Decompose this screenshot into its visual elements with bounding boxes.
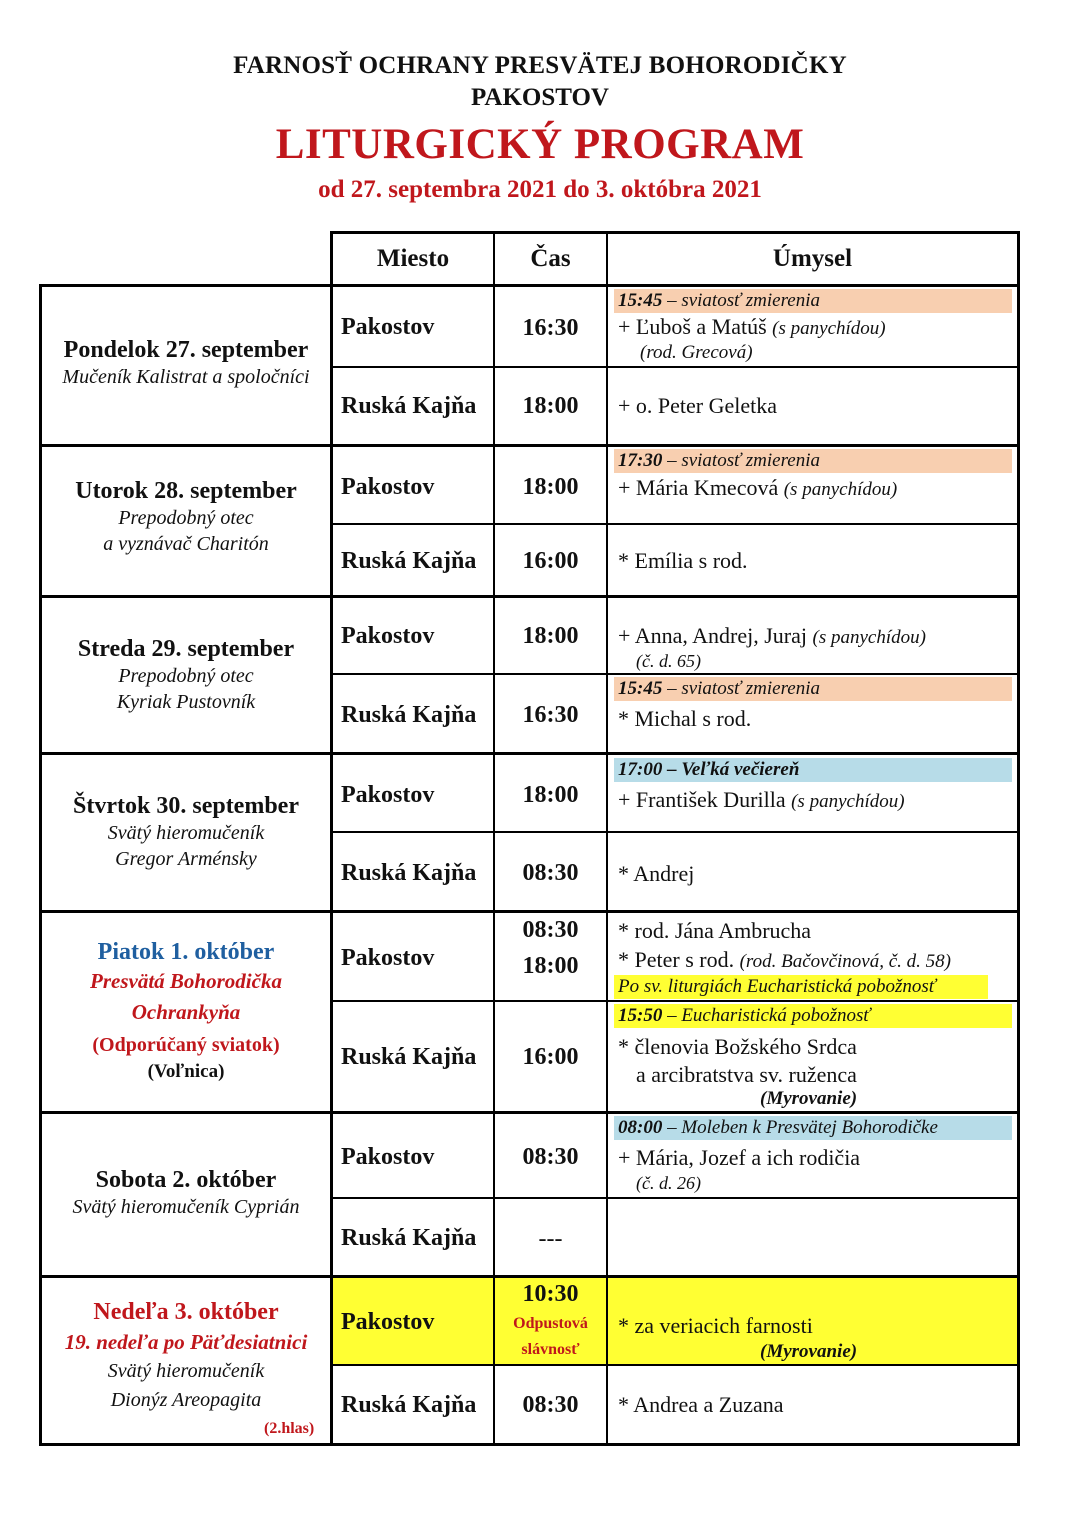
time-cell: 08:30 [522,916,579,943]
intention-line: * rod. Jána Ambrucha [618,918,812,943]
intention-line: * Andrea a Zuzana [618,1392,784,1417]
day-name: Piatok 1. október [97,939,275,965]
intention-line: * za veriacich farnosti [618,1313,813,1338]
day-saint: Dionýz Areopagita [110,1389,262,1411]
day-saint: Mučeník Kalistrat a spoločníci [62,366,310,388]
day-saint: Prepodobný otec [118,665,254,687]
intention-line: * Peter s rod. (rod. Bačovčinová, č. d. 58) [618,947,951,972]
anointing-note: (Myrovanie) [760,1088,858,1109]
day-label-saturday [44,1166,328,1220]
place-cell: Pakostov [341,782,435,808]
place-cell: Pakostov [341,1309,435,1335]
place-cell: Ruská Kajňa [341,548,477,574]
time-cell: 16:00 [522,1043,579,1070]
parish-name: FARNOSŤ OCHRANY PRESVÄTEJ BOHORODIČKY [233,52,847,79]
place-cell: Ruská Kajňa [341,1392,477,1418]
day-saint: Prepodobný otec [118,507,254,529]
feast-name: Presvätá Bohorodička [90,969,282,993]
intention-line: * Emília s rod. [618,548,748,573]
place-cell: Ruská Kajňa [341,1225,477,1251]
village-name: PAKOSTOV [471,84,609,111]
day-saint: Kyriak Pustovník [116,691,256,713]
vespers-highlight: 17:00 – Veľká večiereň [614,758,1012,782]
place-cell: Pakostov [341,314,435,340]
intention-line: + Mária, Jozef a ich rodičia [618,1145,861,1170]
adoration-highlight: 15:50 – Eucharistická pobožnosť [614,1004,1012,1028]
day-label-tuesday [44,477,328,557]
day-name: Sobota 2. október [95,1167,277,1193]
day-name: Nedeľa 3. október [93,1299,279,1325]
time-cell: 18:00 [522,622,579,649]
intention-line: a arcibratstva sv. ruženca [636,1062,857,1087]
intention-line: + František Durilla (s panychídou) [618,787,905,812]
confession-highlight: 15:45 – sviatosť zmierenia [614,289,1012,313]
time-cell: 08:30 [522,859,579,886]
indulgence-feast-label: slávnosť [521,1341,580,1358]
intention-line: + Anna, Andrej, Juraj (s panychídou) [618,623,926,648]
day-name: Utorok 28. september [75,478,297,504]
indulgence-feast-label: Odpustová [513,1315,588,1332]
day-saint: Svätý hieromučeník [107,822,265,844]
place-cell: Ruská Kajňa [341,1044,477,1070]
day-saint: Svätý hieromučeník [107,1360,265,1382]
place-cell: Ruská Kajňa [341,702,477,728]
time-cell: 18:00 [522,473,579,500]
time-cell: 16:00 [522,547,579,574]
day-name: Streda 29. september [77,636,295,662]
intention-line: + o. Peter Geletka [618,393,778,418]
date-range: od 27. septembra 2021 do 3. októbra 2021 [318,176,762,203]
free-day: (Voľnica) [147,1061,225,1082]
page-title: LITURGICKÝ PROGRAM [275,121,805,168]
place-cell: Pakostov [341,474,435,500]
intention-note: (rod. Grecová) [640,342,753,363]
recommended-feast: (Odporúčaný sviatok) [92,1034,280,1056]
intention-line: + Ľuboš a Matúš (s panychídou) [618,314,886,339]
time-cell: 18:00 [522,781,579,808]
place-cell: Pakostov [341,1144,435,1170]
confession-highlight: 15:45 – sviatosť zmierenia [614,677,1012,701]
time-cell: 08:30 [522,1143,579,1170]
adoration-note: Po sv. liturgiách Eucharistická pobožnosť [614,975,988,999]
intention-line: + Mária Kmecová (s panychídou) [618,475,898,500]
place-cell: Ruská Kajňa [341,860,477,886]
time-cell: 18:00 [522,392,579,419]
column-header-intention: Úmysel [772,245,853,272]
time-cell: 08:30 [522,1391,579,1418]
intention-note: (č. d. 65) [636,651,701,671]
intention-line: * Michal s rod. [618,706,752,731]
day-label-friday [44,938,328,1082]
anointing-note: (Myrovanie) [760,1341,858,1362]
place-cell: Ruská Kajňa [341,393,477,419]
place-cell: Pakostov [341,945,435,971]
moleben-highlight: 08:00 – Moleben k Presvätej Bohorodičke [614,1116,1012,1140]
time-cell: 18:00 [522,952,579,979]
feast-name: Ochrankyňa [131,1000,241,1024]
feast-name: 19. nedeľa po Päťdesiatnici [64,1330,308,1354]
day-label-sunday [44,1298,328,1416]
day-saint: a vyznávač Charitón [103,533,269,555]
tone-label: (2.hlas) [264,1420,315,1437]
day-saint: Gregor Arménsky [115,848,257,870]
intention-note: (č. d. 26) [636,1173,701,1193]
time-cell: 10:30 [522,1280,579,1307]
day-saint: Svätý hieromučeník Cyprián [72,1196,300,1218]
intention-line: * členovia Božského Srdca [618,1034,857,1059]
column-header-time: Čas [530,245,571,272]
confession-highlight: 17:30 – sviatosť zmierenia [614,449,1012,473]
day-label-thursday [44,792,328,872]
intention-line: * Andrej [618,861,695,886]
day-name: Štvrtok 30. september [73,793,299,819]
day-label-wednesday [44,635,328,715]
column-header-place: Miesto [376,245,450,272]
place-cell: Pakostov [341,623,435,649]
day-name: Pondelok 27. september [63,337,309,363]
day-label-monday [44,336,328,390]
time-cell: 16:30 [522,701,579,728]
time-cell: --- [538,1225,563,1252]
time-cell: 16:30 [522,314,579,341]
